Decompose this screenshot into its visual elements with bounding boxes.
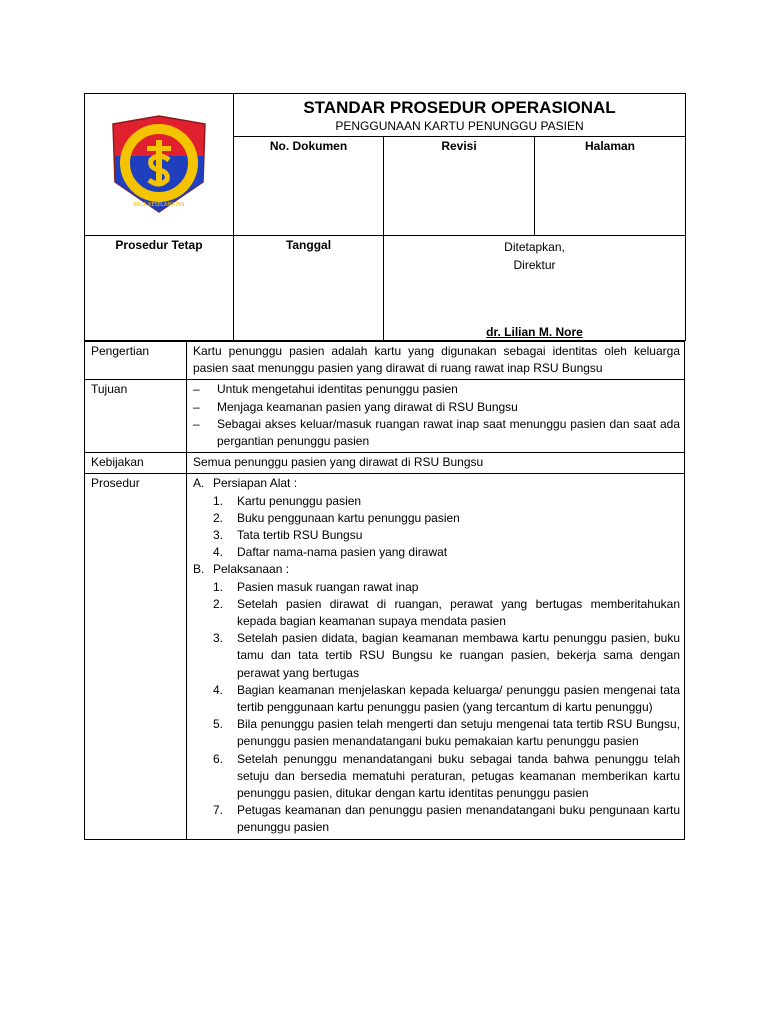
logo-bottom-text: BALA KESELAMATAN (133, 202, 185, 208)
list-item: 2. Buku penggunaan kartu penunggu pasien (213, 510, 460, 525)
list-item: 2. Setelah pasien dirawat di ruangan, perawat yang bertugas memberitahukan kepada bagian keamanan supaya mendata pasien (213, 596, 680, 629)
section-b-heading: B. Pelaksanaan : (193, 562, 290, 577)
list-item: – Menjaga keamanan pasien yang dirawat di RSU Bungsu (193, 399, 518, 414)
pengertian-text: Kartu penunggu pasien adalah kartu yang digunakan sebagai identitas oleh keluarga pasien saat menunggu pasien yang dirawat di ruang rawat inap RSU Bungsu (187, 342, 685, 380)
approval-cell (384, 236, 686, 341)
list-item: 1. Pasien masuk ruangan rawat inap (213, 579, 419, 594)
organization-logo (85, 94, 234, 224)
kebijakan-row (85, 453, 685, 474)
list-item: 4. Daftar nama-nama pasien yang dirawat (213, 545, 448, 560)
content-table (84, 341, 685, 840)
ditetapkan-label: Ditetapkan, (504, 240, 565, 254)
tanggal-cell: Tanggal (234, 236, 384, 341)
pengertian-row (85, 342, 685, 380)
direktur-label: Direktur (513, 258, 556, 272)
header-table (84, 93, 686, 341)
no-dokumen-cell: No. Dokumen (234, 137, 384, 236)
halaman-cell: Halaman (535, 137, 686, 236)
list-item: 6. Setelah penunggu menandatangani buku sebagai tanda bahwa penunggu telah setuju dan bersedia mematuhi peraturan, petugas keamanan memberikan kartu penunggu pasien, ditukar dengan kartu identitas penunggu pasien (213, 751, 680, 801)
list-item: – Untuk mengetahui identitas penunggu pasien (193, 382, 458, 397)
section-a-heading: A. Persiapan Alat : (193, 476, 298, 491)
list-item: 1. Kartu penunggu pasien (213, 493, 362, 508)
signatory-name: dr. Lilian M. Nore (486, 325, 583, 339)
kebijakan-label: Kebijakan (85, 453, 187, 474)
list-item: – Sebagai akses keluar/masuk ruangan rawat inap saat menunggu pasien dan saat ada pergantian penunggu pasien (193, 416, 680, 449)
prosedur-tetap-cell: Prosedur Tetap (85, 236, 234, 341)
list-item: 4. Bagian keamanan menjelaskan kepada keluarga/ penunggu pasien mengenai tata tertib penggunaan kartu penunggu pasien (yang tercantum di kartu penunggu) (213, 682, 680, 715)
title-cell (234, 94, 686, 137)
list-item: 3. Setelah pasien didata, bagian keamanan membawa kartu penunggu pasien, buku tamu dan tata tertib RSU Bungsu ke ruangan pasien, bekerja sama dengan perawat yang bertugas (213, 631, 680, 680)
prosedur-content (187, 474, 685, 839)
document-title: STANDAR PROSEDUR OPERASIONAL (303, 98, 616, 117)
tujuan-list (187, 380, 685, 453)
prosedur-row (85, 474, 685, 839)
list-item: 5. Bila penunggu pasien telah mengerti dan setuju mengenai tata tertib RSU Bungsu, penunggu pasien menandatangani buku pemakaian kartu penunggu pasien (213, 717, 680, 749)
kebijakan-text: Semua penunggu pasien yang dirawat di RSU Bungsu (187, 453, 685, 474)
list-item: 3. Tata tertib RSU Bungsu (213, 528, 363, 543)
logo-cell (85, 94, 234, 236)
sop-document (84, 93, 685, 840)
document-subtitle: PENGGUNAAN KARTU PENUNGGU PASIEN (335, 119, 584, 133)
tujuan-label: Tujuan (85, 380, 187, 453)
revisi-cell: Revisi (384, 137, 535, 236)
list-item: 7. Petugas keamanan dan penunggu pasien menandatangani buku pengunaan kartu penunggu pasien (213, 803, 680, 835)
pengertian-label: Pengertian (85, 342, 187, 380)
tujuan-row (85, 380, 685, 453)
prosedur-label: Prosedur (85, 474, 187, 839)
